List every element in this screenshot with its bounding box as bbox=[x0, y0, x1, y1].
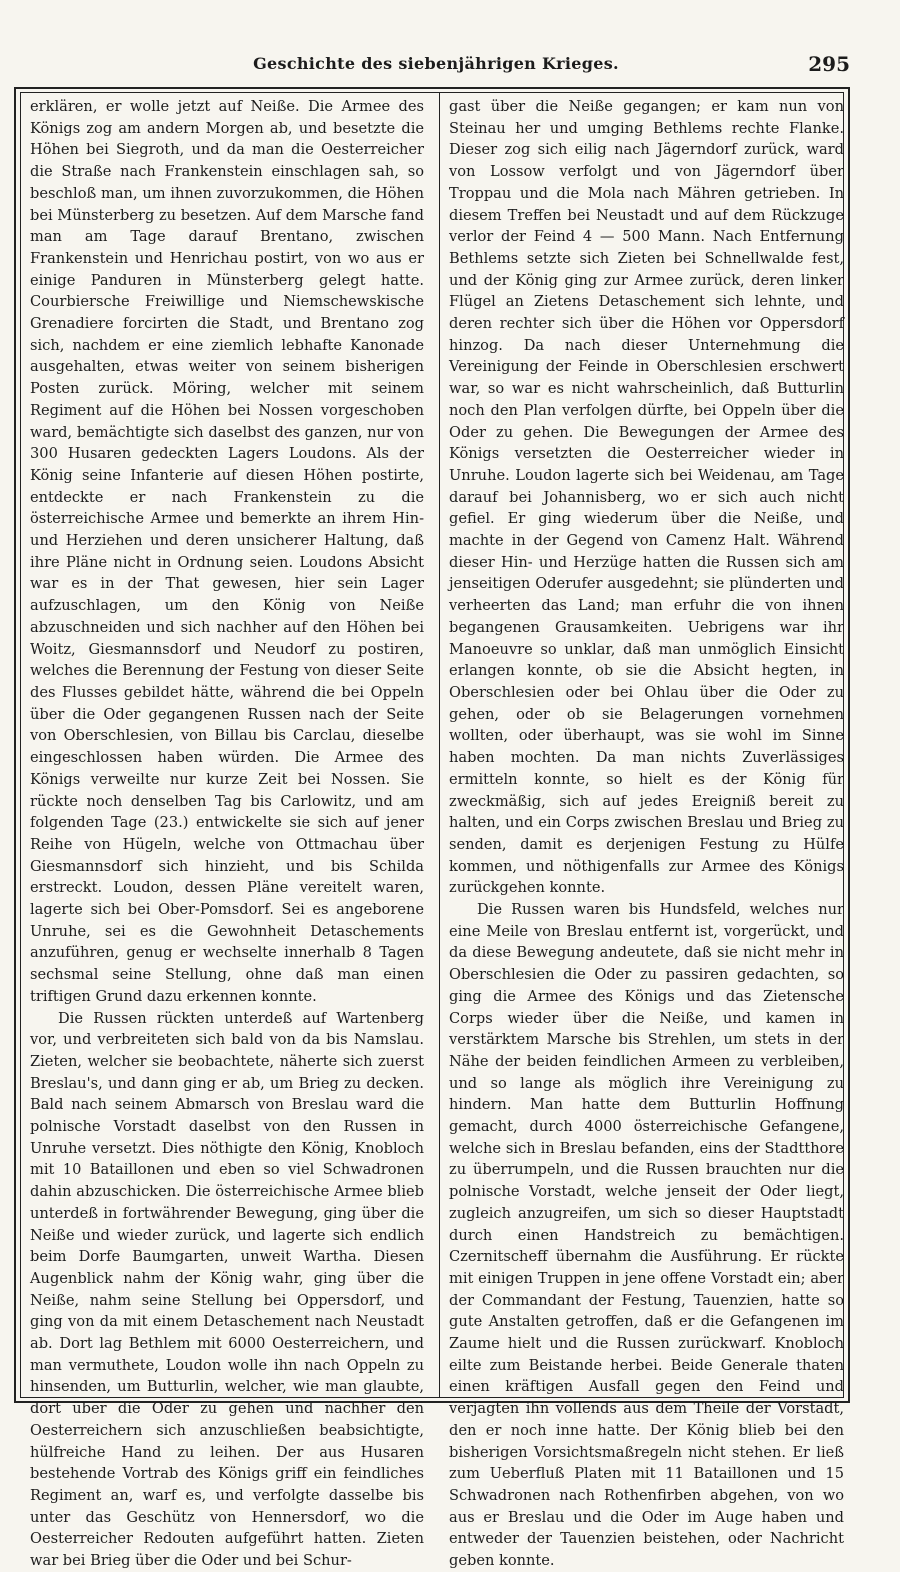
paragraph: Die Russen waren bis Hundsfeld, welches nur eine Meile von Breslau entfernt ist, vorgerückt, und da diese Bewegung andeutete, daß sie nicht mehr in Oberschlesien die Oder zu passiren gedachten, so ging die Armee des Königs und das Zietensche Corps wieder über die Neiße, und kamen in verstärktem Marsche bis Strehlen, um stets in der Nähe der beiden feindlichen Armeen zu verbleiben, und so lange als möglich ihre Vereinigung zu hindern. Man hatte dem Butturlin Hoffnung gemacht, durch 4000 österreichische Gefangene, welche sich in Breslau befanden, eins der Stadtthore zu überrumpeln, und die Russen brauchten nur die polnische Vorstadt, welche jenseit der Oder liegt, zugleich anzugreifen, um sich so dieser Hauptstadt durch einen Handstreich zu bemächtigen. Czernitscheff übernahm die Ausführung. Er rückte mit einigen Truppen in jene offene Vorstadt ein; aber der Commandant der Festung, Tauenzien, hatte so gute Anstalten getroffen, daß er die Gefangenen im Zaume hielt und die Russen zurückwarf. Knobloch eilte zum Beistande herbei. Beide Generale thaten einen kräftigen Ausfall gegen den Feind und verjagten ihn vollends aus dem Theile der Vorstadt, den er noch inne hatte. Der König blieb bei den bisherigen Vorsichtsmaßregeln nicht stehen. Er ließ zum Ueberfluß Platen mit 11 Bataillonen und 15 Schwadronen nach Rothenfirben abgehen, von wo aus er Breslau und die Oder im Auge haben und entweder der Tauenzien beistehen, oder Nachricht geben konnte. bbox=[449, 901, 844, 1570]
page-number: 295 bbox=[808, 52, 850, 76]
paragraph: gast über die Neiße gegangen; er kam nun von Steinau her und umging Bethlems rechte Flanke. Dieser zog sich eilig nach Jägerndorf zurück, ward von Lossow verfolgt und von Jägerndorf über Troppau und die Mola nach Mähren getrieben. In diesem Treffen bei Neustadt und auf dem Rückzuge verlor der Feind 4 — 500 Mann. Nach Entfernung Bethlems setzte sich Zieten bei Schnellwalde fest, und der König ging zur Armee zurück, deren linker Flügel an Zietens Detaschement sich lehnte, und deren rechter sich über die Höhen vor Oppersdorf hinzog. Da nach dieser Unternehmung die Vereinigung der Feinde in Oberschlesien erschwert war, so war es nicht wahrscheinlich, daß Butturlin noch den Plan verfolgen dürfte, bei Oppeln über die Oder zu gehen. Die Bewegungen der Armee des Königs versetzten die Oesterreicher wieder in Unruhe. Loudon lagerte sich bei Weidenau, am Tage darauf bei Johannisberg, wo er sich auch nicht gefiel. Er ging wiederum über die Neiße, und machte in der Gegend von Camenz Halt. Während dieser Hin- und Herzüge hatten die Russen sich am jenseitigen Oderufer ausgedehnt; sie plünderten und verheerten das Land; man erfuhr die von ihnen begangenen Grausamkeiten. Uebrigens war ihr Manoeuvre so unklar, daß man unmöglich Einsicht erlangen konnte, ob sie die Absicht hegten, in Oberschlesien oder bei Ohlau über die Oder zu gehen, oder ob sie Belagerungen vornehmen wollten, oder überhaupt, was sie wohl im Sinne haben mochten. Da man nichts Zuverlässiges ermitteln konnte, so hielt es der König für zweckmäßig, sich auf jedes Ereigniß bereit zu halten, und ein Corps zwischen Breslau und Brieg zu senden, damit es derjenigen Festung zu Hülfe kommen, und nöthigenfalls zur Armee des Königs zurückgehen konnte. bbox=[449, 98, 844, 897]
running-title: Geschichte des siebenjährigen Krieges. bbox=[253, 54, 619, 73]
column-divider bbox=[439, 92, 440, 1398]
page-header bbox=[22, 48, 850, 82]
left-text-column bbox=[30, 96, 424, 1570]
paragraph: erklären, er wolle jetzt auf Neiße. Die Armee des Königs zog am andern Morgen ab, und besetzte die Höhen bei Siegroth, und da man die Oesterreicher die Straße nach Frankenstein einschlagen sah, so beschloß man, um ihnen zuvorzukommen, die Höhen bei Münsterberg zu besetzen. Auf dem Marsche fand man am Tage darauf Brentano, zwischen Frankenstein und Henrichau postirt, von wo aus er einige Panduren in Münsterberg gelegt hatte. Courbiersche Freiwillige und Niemschewskische Grenadiere forcirten die Stadt, und Brentano zog sich, nachdem er eine ziemlich lebhafte Kanonade ausgehalten, etwas weiter von seinem bisherigen Posten zurück. Möring, welcher mit seinem Regiment auf die Höhen bei Nossen vorgeschoben ward, bemächtigte sich daselbst des ganzen, nur von 300 Husaren gedeckten Lagers Loudons. Als der König seine Infanterie auf diesen Höhen postirte, entdeckte er nach Frankenstein zu die österreichische Armee und bemerkte an ihrem Hin- und Herziehen und deren unsicherer Haltung, daß ihre Pläne nicht in Ordnung seien. Loudons Absicht war es in der That gewesen, hier sein Lager aufzuschlagen, um den König von Neiße abzuschneiden und sich nachher auf den Höhen bei Woitz, Giesmannsdorf und Neudorf zu postiren, welches die Berennung der Festung von dieser Seite des Flusses gebildet hätte, während die bei Oppeln über die Oder gegangenen Russen nach der Seite von Oberschlesien, von Billau bis Carclau, dieselbe eingeschlossen haben würden. Die Armee des Königs verweilte nur kurze Zeit bei Nossen. Sie rückte noch denselben Tag bis Carlowitz, und am folgenden Tage (23.) entwickelte sie sich auf jener Reihe von Hügeln, welche von Ottmachau über Giesmannsdorf sich hinzieht, und bis Schilda erstreckt. Loudon, dessen Pläne vereitelt waren, lagerte sich bei Ober-Pomsdorf. Sei es angeborene Unruhe, sei es die Gewohnheit Detaschements anzuführen, genug er wechselte innerhalb 8 Tagen sechsmal seine Stellung, ohne daß man einen triftigen Grund dazu erkennen konnte. bbox=[30, 98, 424, 1005]
right-text-column bbox=[449, 96, 844, 1570]
paragraph: Die Russen rückten unterdeß auf Wartenberg vor, und verbreiteten sich bald von da bis Namslau. Zieten, welcher sie beobachtete, näherte sich zuerst Breslau's, und dann ging er ab, um Brieg zu decken. Bald nach seinem Abmarsch von Breslau ward die polnische Vorstadt daselbst von den Russen in Unruhe versetzt. Dies nöthigte den König, Knobloch mit 10 Bataillonen und eben so viel Schwadronen dahin abzuschicken. Die österreichische Armee blieb unterdeß in fortwährender Bewegung, ging über die Neiße und wieder zurück, und lagerte sich endlich beim Dorfe Baumgarten, unweit Wartha. Diesen Augenblick nahm der König wahr, ging über die Neiße, nahm seine Stellung bei Oppersdorf, und ging von da mit einem Detaschement nach Neustadt ab. Dort lag Bethlem mit 6000 Oesterreichern, und man vermuthete, Loudon wolle ihn nach Oppeln zu hinsenden, um Butturlin, welcher, wie man glaubte, dort über die Oder zu gehen und nachher den Oesterreichern sich anzuschließen beabsichtigte, hülfreiche Hand zu leihen. Der aus Husaren bestehende Vortrab des Königs griff ein feindliches Regiment an, warf es, und verfolgte dasselbe bis unter das Geschütz von Hennersdorf, wo die Oesterreicher Redouten aufgeführt hatten. Zieten war bei Brieg über die Oder und bei Schur- bbox=[30, 1009, 424, 1570]
